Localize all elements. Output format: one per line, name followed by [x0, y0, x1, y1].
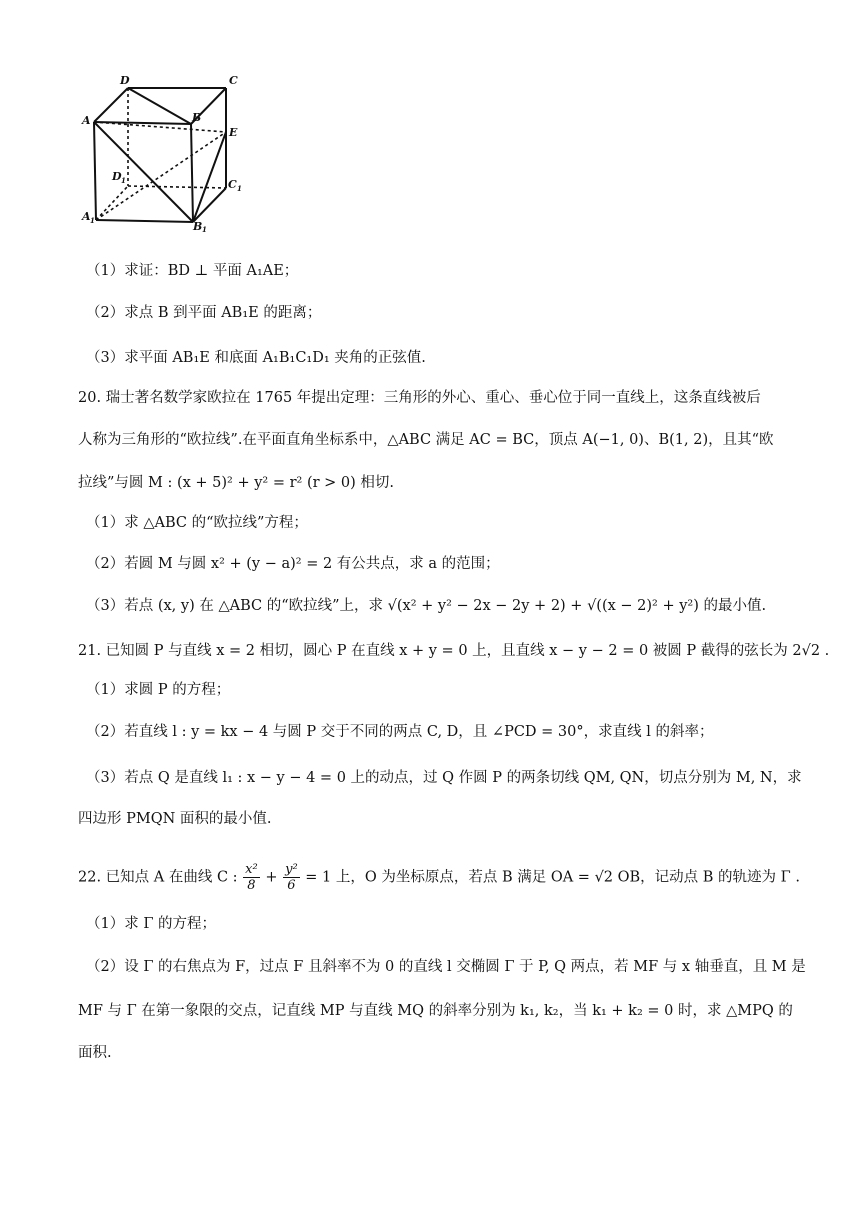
q20-stem-line3: 拉线”与圆 M : (x + 5)² + y² = r² (r > 0) 相切.: [78, 475, 395, 491]
q19-part1: （1）求证：BD ⊥ 平面 A₁AE；: [86, 263, 299, 279]
label-a: A: [82, 114, 91, 127]
edge-a1b1: [96, 220, 193, 222]
q21-part2: （2）若直线 l : y = kx − 4 与圆 P 交于不同的两点 C, D，且 ∠PCD = 30°，求直线 l 的斜率；: [86, 724, 714, 740]
q19-part3: （3）求平面 AB₁E 和底面 A₁B₁C₁D₁ 夹角的正弦值.: [86, 350, 426, 366]
q21-part3-line1: （3）若点 Q 是直线 l₁ : x − y − 4 = 0 上的动点，过 Q 作圆 P 的两条切线 QM, QN，切点分别为 M, N，求: [86, 770, 802, 786]
edge-aa1: [94, 122, 96, 220]
label-b1-sub: 1: [202, 225, 207, 232]
cube-figure: [78, 72, 248, 232]
q22-part1: （1）求 Γ 的方程；: [86, 916, 217, 932]
q22-part2-line2: MF 与 Γ 在第一象限的交点，记直线 MP 与直线 MQ 的斜率分别为 k₁, k₂，当 k₁ + k₂ = 0 时，求 △MPQ 的: [78, 1003, 793, 1019]
edge-ad: [94, 88, 128, 122]
q22-fraction-y: [283, 862, 300, 893]
label-d: D: [120, 74, 130, 87]
label-a1: A: [82, 210, 91, 223]
q21-part1: （1）求圆 P 的方程；: [86, 682, 231, 698]
label-d1-sub: 1: [121, 176, 126, 185]
label-d1: D: [112, 170, 122, 183]
label-c1: C: [228, 178, 237, 191]
q22-fraction-x-numerator: x²: [245, 862, 258, 877]
q22-fraction-x: [243, 862, 260, 893]
label-c1-sub: 1: [237, 184, 242, 193]
q19-part2: （2）求点 B 到平面 AB₁E 的距离；: [86, 305, 322, 321]
q22-part2-line3: 面积.: [78, 1045, 112, 1061]
q22-stem-end: = 1 上，O 为坐标原点，若点 B 满足 OA = √2 OB，记动点 B 的轨迹为 Γ .: [305, 869, 800, 886]
q20-stem-line1: 20. 瑞士著名数学家欧拉在 1765 年提出定理：三角形的外心、重心、垂心位于同一直线上，这条直线被后: [78, 390, 761, 406]
label-b: B: [192, 111, 202, 124]
q20-part2: （2）若圆 M 与圆 x² + (y − a)² = 2 有公共点，求 a 的范围；: [86, 556, 500, 572]
q20-stem-line2: 人称为三角形的“欧拉线”.在平面直角坐标系中，△ABC 满足 AC = BC，顶点 A(−1, 0)、B(1, 2)，且其“欧: [78, 432, 774, 448]
edge-bb1: [191, 124, 193, 222]
q22-plus: +: [265, 869, 278, 886]
q20-part1: （1）求 △ABC 的“欧拉线”方程；: [86, 515, 308, 531]
edge-db: [128, 88, 191, 124]
label-b1: B: [193, 220, 203, 232]
q22-part2-line1: （2）设 Γ 的右焦点为 F，过点 F 且斜率不为 0 的直线 l 交椭圆 Γ 于 P, Q 两点，若 MF 与 x 轴垂直，且 M 是: [86, 959, 806, 975]
q21-part3-line2: 四边形 PMQN 面积的最小值.: [78, 811, 272, 827]
label-e: E: [229, 126, 238, 139]
segment-b1e: [193, 132, 226, 222]
q22-stem: [78, 862, 800, 893]
edge-b1c1: [193, 188, 226, 222]
label-c: C: [229, 74, 238, 87]
q22-fraction-x-denominator: 8: [247, 878, 256, 893]
q20-part3: （3）若点 (x, y) 在 △ABC 的“欧拉线”上，求 √(x² + y² − 2x − 2y + 2) + √((x − 2)² + y²) 的最小值.: [86, 598, 767, 614]
label-a1-sub: 1: [90, 216, 95, 225]
q22-stem-start: 22. 已知点 A 在曲线 C :: [78, 869, 238, 886]
edge-a1d1: [96, 186, 128, 220]
q22-fraction-y-denominator: 6: [287, 878, 296, 893]
q21-stem: 21. 已知圆 P 与直线 x = 2 相切，圆心 P 在直线 x + y = 0 上，且直线 x − y − 2 = 0 被圆 P 截得的弦长为 2√2 .: [78, 643, 830, 659]
q22-fraction-y-numerator: y²: [285, 862, 298, 877]
